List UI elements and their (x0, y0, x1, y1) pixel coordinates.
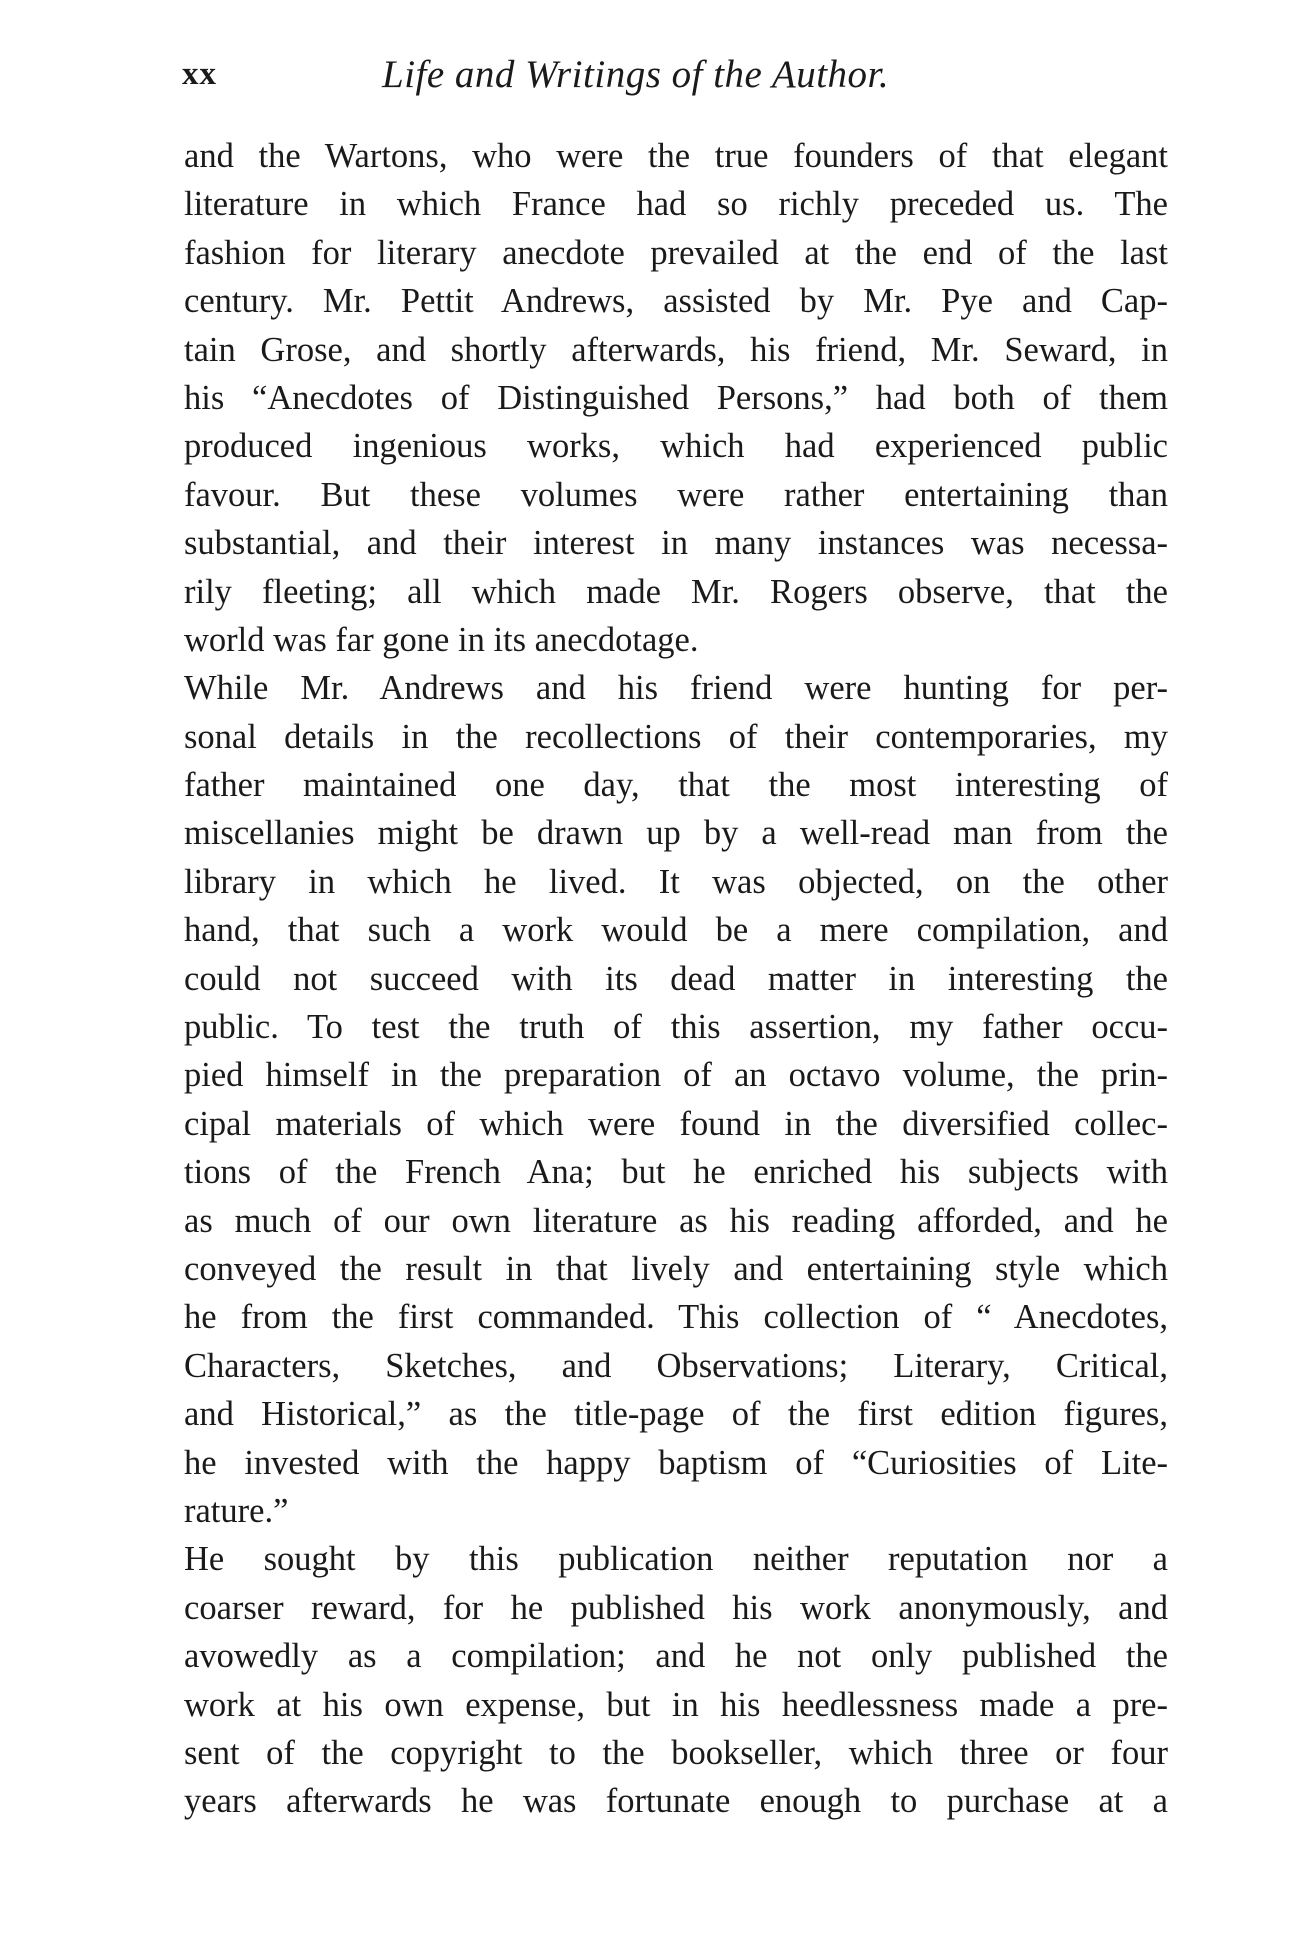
text-line: hand, that such a work would be a mere compilation, and (184, 911, 1168, 950)
text-line: he invested with the happy baptism of “Curiosities of Lite- (184, 1443, 1168, 1482)
text-line: father maintained one day, that the most interesting of (184, 766, 1168, 805)
text-line: tions of the French Ana; but he enriched his subjects with (184, 1153, 1168, 1192)
text-line: public. To test the truth of this assertion, my father occu- (184, 1008, 1168, 1047)
text-line: and the Wartons, who were the true founders of that elegant (184, 137, 1168, 175)
paragraph (184, 132, 1168, 664)
page-number: xx (182, 56, 217, 92)
text-line: literature in which France had so richly preceded us. The (184, 185, 1168, 224)
text-line: coarser reward, for he published his work anonymously, and (184, 1588, 1168, 1627)
text-line: as much of our own literature as his reading afforded, and he (184, 1201, 1168, 1240)
text-line: substantial, and their interest in many instances was necessa- (184, 524, 1168, 563)
text-line: miscellanies might be drawn up by a well-read man from the (184, 814, 1168, 853)
text-line: He sought by this publication neither reputation nor a (184, 1540, 1168, 1579)
text-line: pied himself in the preparation of an octavo volume, the prin- (184, 1056, 1168, 1095)
text-line: years afterwards he was fortunate enough to purchase at a (184, 1782, 1168, 1821)
text-line: could not succeed with its dead matter in interesting the (184, 959, 1168, 998)
text-line: Characters, Sketches, and Observations; Literary, Critical, (184, 1346, 1168, 1385)
text-line: fashion for literary anecdote prevailed at the end of the last (184, 233, 1168, 272)
text-line: favour. But these volumes were rather entertaining than (184, 475, 1168, 514)
text-line: sent of the copyright to the bookseller, which three or four (184, 1733, 1168, 1772)
text-line: work at his own expense, but in his heedlessness made a pre- (184, 1685, 1168, 1724)
text-line: rily fleeting; all which made Mr. Rogers observe, that the (184, 572, 1168, 611)
text-line: and Historical,” as the title-page of the first edition figures, (184, 1395, 1168, 1434)
text-line: his “Anecdotes of Distinguished Persons,” had both of them (184, 378, 1168, 417)
paragraph (184, 1535, 1168, 1825)
text-line: he from the first commanded. This collection of “ Anecdotes, (184, 1298, 1168, 1337)
text-line: conveyed the result in that lively and entertaining style which (184, 1249, 1168, 1288)
body-text (184, 132, 1168, 1826)
page-header (182, 52, 1172, 112)
text-line: produced ingenious works, which had experienced public (184, 427, 1168, 466)
paragraph (184, 664, 1168, 1535)
text-line: library in which he lived. It was objected, on the other (184, 862, 1168, 901)
text-line: century. Mr. Pettit Andrews, assisted by Mr. Pye and Cap- (184, 282, 1168, 321)
text-line: While Mr. Andrews and his friend were hunting for per- (184, 669, 1168, 708)
text-line: cipal materials of which were found in the diversified collec- (184, 1104, 1168, 1143)
text-line: sonal details in the recollections of their contemporaries, my (184, 717, 1168, 756)
text-line: world was far gone in its anecdotage. (184, 620, 699, 659)
text-line: tain Grose, and shortly afterwards, his friend, Mr. Seward, in (184, 330, 1168, 369)
text-line: rature.” (184, 1491, 289, 1530)
running-title: Life and Writings of the Author. (382, 53, 890, 96)
text-line: avowedly as a compilation; and he not only published the (184, 1637, 1168, 1676)
